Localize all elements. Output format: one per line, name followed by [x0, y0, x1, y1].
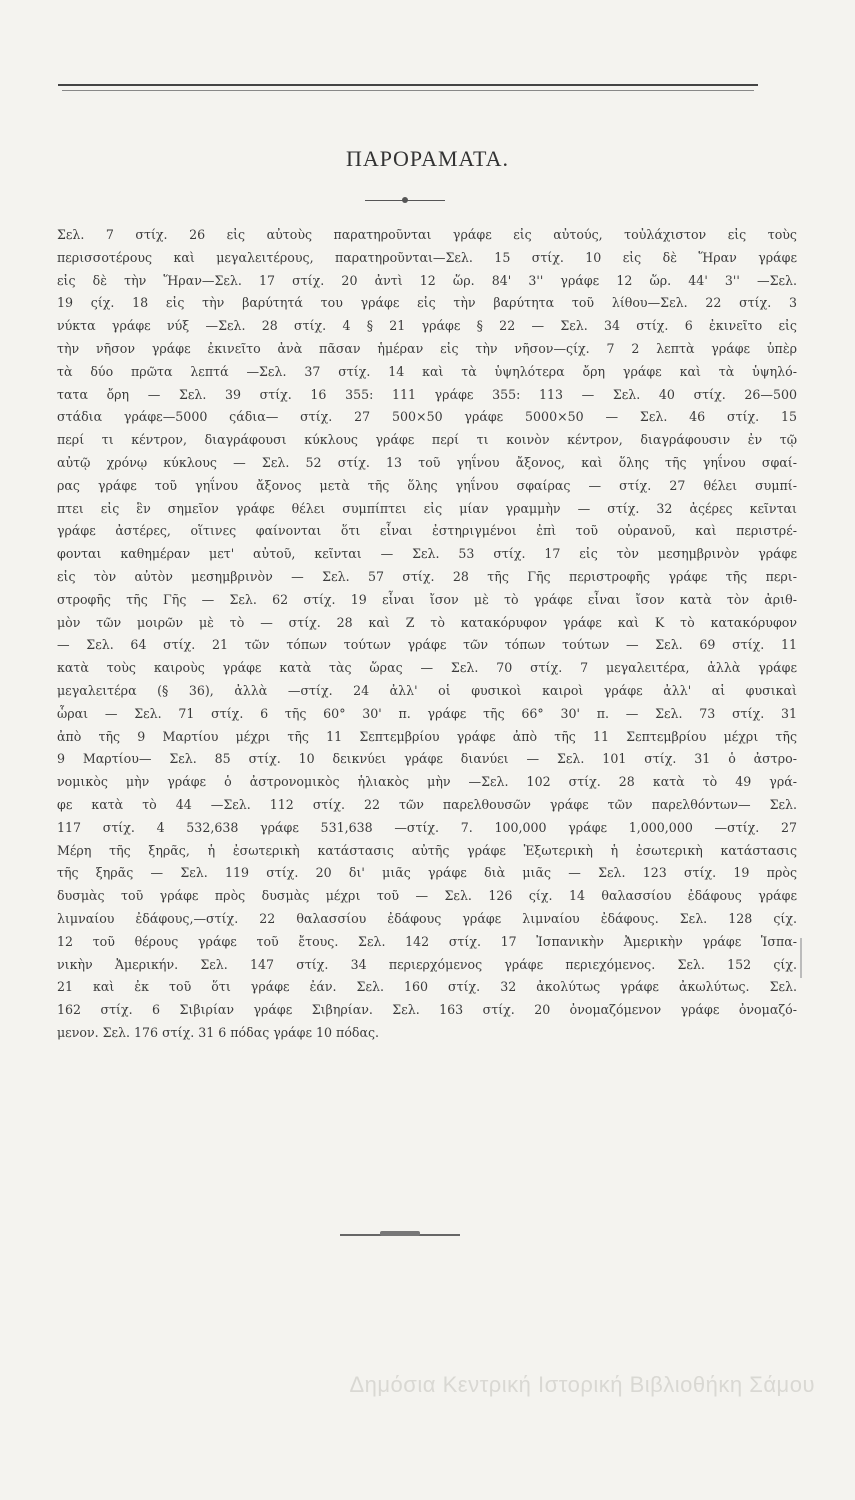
errata-line: 12 τοῦ θέρους γράφε τοῦ ἔτους. Σελ. 142 στίχ. 17 Ἰσπανικὴν Ἀμερικὴν γράφε Ἱσπα- [57, 933, 797, 949]
errata-line: περισσοτέρους καὶ μεγαλειτέρους, παρατηροῦνται—Σελ. 15 στίχ. 10 εἰς δὲ Ἥραν γράφε [57, 249, 797, 265]
page-title: ΠΑΡΟΡΑΜΑΤΑ. [345, 146, 510, 171]
errata-line: γράφε ἀστέρες, οἵτινες φαίνονται ὅτι εἶναι ἐστηριγμένοι ἐπὶ τοῦ οὐρανοῦ, καὶ περιστρέ- [57, 523, 797, 539]
errata-line: Σελ. 7 στίχ. 26 εἰς αὐτοὺς παρατηροῦνται γράφε εἰς αὐτούς, τοὐλάχιστον εἰς τοὺς [57, 227, 797, 242]
errata-line: πτει εἰς ἓν σημεῖον γράφε θέλει συμπίπτει εἰς μίαν γραμμὴν — στίχ. 32 ἀςέρες κεῖνται [57, 500, 797, 516]
errata-line: νικὴν Ἀμερικήν. Σελ. 147 στίχ. 34 περιερχόμενος γράφε περιεχόμενος. Σελ. 152 ςίχ. [57, 956, 797, 972]
errata-line: μεγαλειτέρα (§ 36), ἀλλὰ —στίχ. 24 ἀλλ' οἱ φυσικοὶ καιροὶ γράφε ἀλλ' αἱ φυσικαὶ [57, 682, 797, 698]
errata-line: 21 καὶ ἐκ τοῦ ὅτι γράφε ἐάν. Σελ. 160 στίχ. 32 ἀκολύτως γράφε ἀκωλύτως. Σελ. [57, 979, 797, 995]
errata-line: φε κατὰ τὸ 44 —Σελ. 112 στίχ. 22 τῶν παρελθουσῶν γράφε τῶν παρελθόντων— Σελ. [57, 796, 797, 812]
errata-line: εἰς τὸν αὐτὸν μεσημβρινὸν — Σελ. 57 στίχ. 28 τῆς Γῆς περιστροφῆς γράφε τῆς περι- [57, 568, 797, 584]
errata-line: φονται καθημέραν μετ' αὐτοῦ, κεῖνται — Σελ. 53 στίχ. 17 εἰς τὸν μεσημβρινὸν γράφε [57, 546, 797, 562]
library-watermark: Δημόσια Κεντρική Ιστορική Βιβλιοθήκη Σάμου [349, 1372, 815, 1397]
errata-line: εἰς δὲ τὴν Ἥραν—Σελ. 17 στίχ. 20 ἀντὶ 12 ὥρ. 84' 3'' γράφε 12 ὥρ. 44' 3'' —Σελ. [57, 272, 797, 288]
errata-line: περί τι κέντρον, διαγράφουσι κύκλους γράφε περί τι κοινὸν κέντρον, διαγράφουσιν ἐν τῷ [57, 432, 797, 448]
errata-line: αὐτῷ χρόνῳ κύκλους — Σελ. 52 στίχ. 13 τοῦ γηΐνου ἄξονος, καὶ ὅλης τῆς γηΐνου σφαί- [57, 454, 797, 470]
errata-line: τὴν νῆσον γράφε ἐκινεῖτο ἀνὰ πᾶσαν ἡμέραν εἰς τὴν νῆσον—ςίχ. 7 2 λεπτὰ γράφε ὑπὲρ [57, 340, 797, 356]
errata-line: Μέρη τῆς ξηρᾶς, ἡ ἐσωτερικὴ κατάστασις αὐτῆς γράφε Ἐξωτερικὴ ἡ ἐσωτερικὴ κατάστασις [57, 842, 797, 858]
errata-line: τὰ δύο πρῶτα λεπτά —Σελ. 37 στίχ. 14 καὶ τὰ ὑψηλότερα ὄρη γράφε καὶ τὰ ὑψηλό- [57, 363, 797, 379]
errata-line: 9 Μαρτίου— Σελ. 85 στίχ. 10 δεικνύει γράφε διανύει — Σελ. 101 στίχ. 31 ὁ ἀστρο- [57, 751, 797, 767]
errata-line: — Σελ. 64 στίχ. 21 τῶν τόπων τούτων γράφε τῶν τόπων τούτων — Σελ. 69 στίχ. 11 [57, 637, 797, 653]
errata-line: μὸν τῶν μοιρῶν μὲ τὸ — στίχ. 28 καὶ Ζ τὸ κατακόρυφον γράφε καὶ Κ τὸ κατακόρυφον [57, 614, 797, 630]
top-rule [58, 84, 758, 86]
title-ornament-dot [402, 197, 408, 203]
errata-line: τατα ὄρη — Σελ. 39 στίχ. 16 355: 111 γράφε 355: 113 — Σελ. 40 στίχ. 26—500 [57, 386, 797, 402]
errata-line: ὧραι — Σελ. 71 στίχ. 6 τῆς 60° 30' π. γράφε τῆς 66° 30' π. — Σελ. 73 στίχ. 31 [57, 705, 797, 721]
errata-line: ρας γράφε τοῦ γηΐνου ἄξονος μετὰ τῆς ὅλης γηΐνου σφαίρας — στίχ. 27 θέλει συμπί- [57, 477, 797, 493]
errata-line: ἀπὸ τῆς 9 Μαρτίου μέχρι τῆς 11 Σεπτεμβρίου γράφε ἀπὸ τῆς 11 Σεπτεμβρίου μέχρι τῆς [57, 728, 797, 744]
errata-line: τῆς ξηρᾶς — Σελ. 119 στίχ. 20 δι' μιᾶς γράφε διὰ μιᾶς — Σελ. 123 στίχ. 19 πρὸς [57, 865, 797, 881]
errata-line: 117 στίχ. 4 532,638 γράφε 531,638 —στίχ. 7. 100,000 γράφε 1,000,000 —στίχ. 27 [57, 819, 797, 835]
errata-body [57, 224, 797, 1045]
errata-line: 162 στίχ. 6 Σιβιρίαν γράφε Σιβηρίαν. Σελ. 163 στίχ. 20 ὀνομαζόμενον γράφε ὀνομαζό- [57, 1002, 797, 1018]
errata-line: μενον. Σελ. 176 στίχ. 31 6 πόδας γράφε 10 πόδας. [57, 1024, 380, 1040]
errata-line: κατὰ τοὺς καιροὺς γράφε κατὰ τὰς ὥρας — Σελ. 70 στίχ. 7 μεγαλειτέρα, ἀλλὰ γράφε [57, 660, 797, 676]
margin-mark [800, 938, 802, 978]
errata-line: δυσμὰς τοῦ γράφε πρὸς δυσμὰς μέχρι τοῦ — Σελ. 126 ςίχ. 14 θαλασσίου ἐδάφους γράφε [57, 888, 797, 904]
errata-line: νύκτα γράφε νύξ —Σελ. 28 στίχ. 4 § 21 γράφε § 22 — Σελ. 34 στίχ. 6 ἐκινεῖτο εἰς [57, 318, 797, 334]
top-rule-thin [62, 90, 754, 91]
errata-line: στάδια γράφε—5000 ςάδια— στίχ. 27 500×50 γράφε 5000×50 — Σελ. 46 στίχ. 15 [57, 409, 797, 425]
errata-line: 19 ςίχ. 18 εἰς τὴν βαρύτητά του γράφε εἰς τὴν βαρύτητα τοῦ λίθου—Σελ. 22 στίχ. 3 [57, 295, 797, 311]
errata-line: λιμναίου ἐδάφους,—στίχ. 22 θαλασσίου ἐδάφους γράφε λιμναίου ἐδάφους. Σελ. 128 ςίχ. [57, 910, 797, 926]
errata-line: στροφῆς τῆς Γῆς — Σελ. 62 στίχ. 19 εἶναι ἴσον μὲ τὸ γράφε εἶναι ἴσον κατὰ τὸν ἀριθ- [57, 591, 797, 607]
end-ornament-center [380, 1231, 420, 1236]
errata-line: νομικὸς μὴν γράφε ὁ ἀστρονομικὸς ἡλιακὸς μὴν —Σελ. 102 στίχ. 28 κατὰ τὸ 49 γρά- [57, 774, 797, 790]
